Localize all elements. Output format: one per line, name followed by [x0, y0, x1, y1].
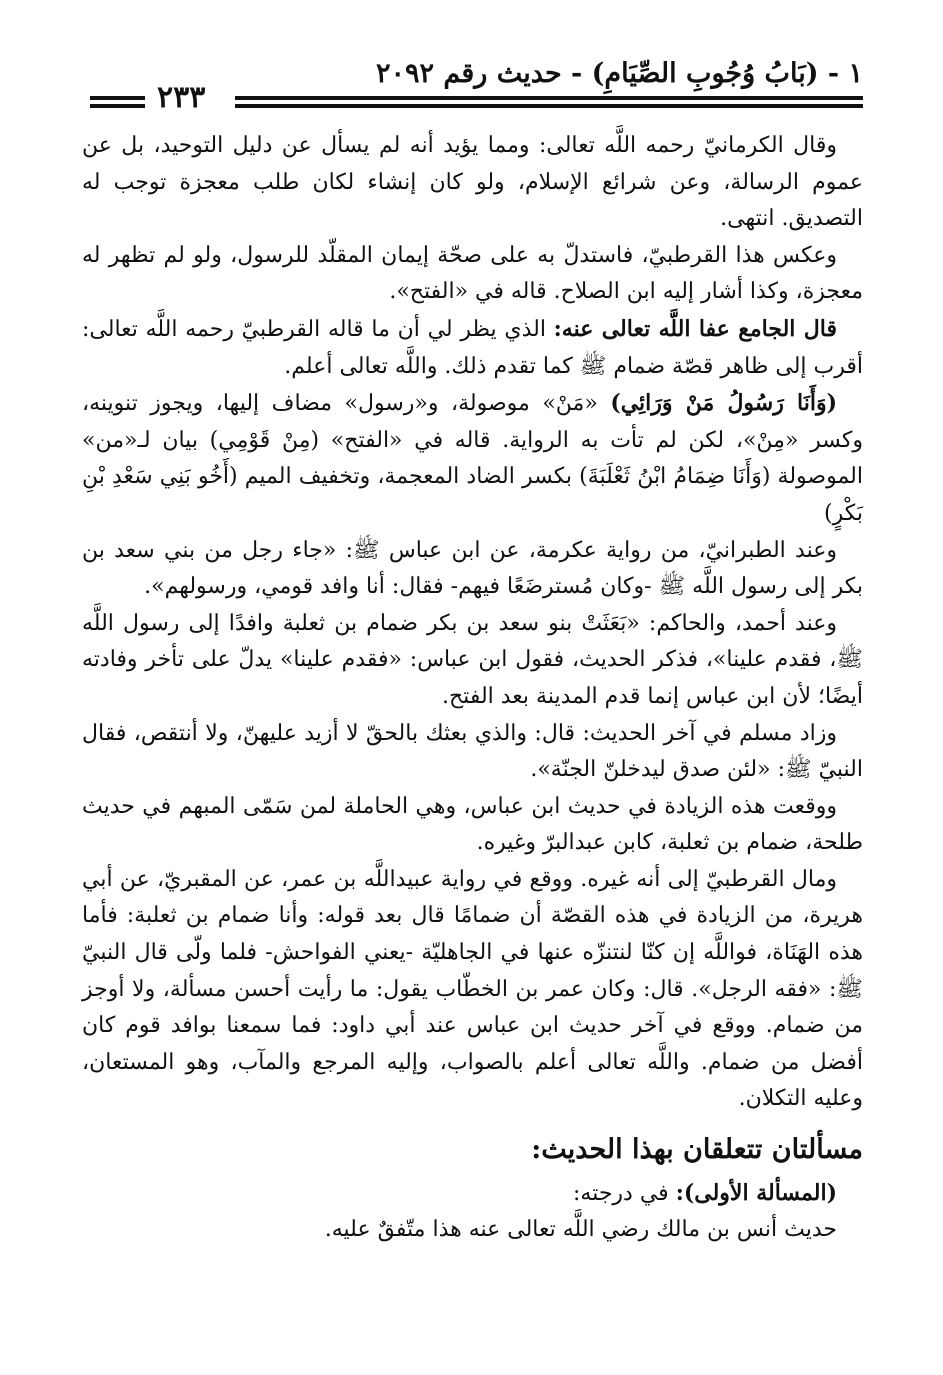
paragraph — [82, 128, 863, 238]
paragraph-text: «مَنْ» موصولة، و«رسول» مضاف إليها، ويجوز تنوينه، وكسر «مِنْ»، لكن لم تأت به الرواية. قاله في «الفتح» (مِنْ قَوْمِي) بيان لـ«من» الموصولة (وَأَنَا ضِمَامُ ابْنُ ثَعْلَبَةَ) بكسر الضاد المعجمة، وتخفيف الميم (أَخُو بَنِي سَعْدِ بْنِ بَكْرٍ) — [82, 391, 863, 526]
paragraph-text: ووقعت هذه الزيادة في حديث ابن عباس، وهي الحاملة لمن سَمّى المبهم في حديث طلحة، ضمام بن ثعلبة، كابن عبدالبرّ وغيره. — [82, 793, 863, 856]
paragraph — [82, 862, 863, 1118]
header-rule — [90, 104, 145, 108]
paragraph-lead: قال الجامع عفا اللَّه تعالى عنه: — [553, 315, 837, 342]
paragraph-lead: (وَأَنَا رَسُولُ مَنْ وَرَائِي) — [610, 390, 837, 417]
header-rule — [235, 96, 863, 100]
paragraph — [82, 238, 863, 311]
running-title: ١ - (بَابُ وُجُوبِ الصِّيَامِ) - حديث رقم ٢٠٩٢ — [376, 58, 863, 89]
issue-text: في درجته: — [572, 1180, 676, 1206]
paragraph-text: وزاد مسلم في آخر الحديث: قال: والذي بعثك بالحقّ لا أزيد عليهنّ، ولا أنتقص، فقال النبيّ ﷺ: «لئن صدق ليدخلنّ الجنّة». — [82, 720, 863, 783]
issue-heading — [82, 1175, 863, 1213]
issue-lead: (المسألة الأولى): — [675, 1179, 837, 1206]
paragraph-text: وعند الطبرانيّ، من رواية عكرمة، عن ابن عباس ﷺ: «جاء رجل من بني سعد بن بكر إلى رسول اللَّه ﷺ -وكان مُسترضَعًا فيهم- فقال: أنا وافد قومي، ورسولهم». — [82, 537, 863, 600]
paragraph — [82, 1212, 863, 1249]
paragraph-text: ومال القرطبيّ إلى أنه غيره. ووقع في رواية عبيداللَّه بن عمر، عن المقبريّ، عن أبي هريرة، من الزيادة في هذه القصّة أن ضمامًا قال بعد قوله: وأنا ضمام بن ثعلبة: فأما هذه الهَنَاة، فواللَّه إن كنّا لنتنزّه عنها في الجاهليّة -يعني الفواحش- فلما ولّى قال النبيّ ﷺ: «فقه الرجل». قال: وكان عمر بن الخطّاب يقول: ما رأيت أحسن مسألة، ولا أوجز من ضمام. ووقع في آخر حديث ابن عباس عند أبي داود: فما سمعنا بوافد قوم كان أفضل من ضمام. واللَّه تعالى أعلم بالصواب، وإليه المرجع والمآب، وهو المستعان، وعليه التكلان. — [82, 866, 864, 1112]
paragraph-text: حديث أنس بن مالك رضي اللَّه تعالى عنه هذا متّفقٌ عليه. — [324, 1217, 837, 1243]
paragraph — [82, 311, 863, 385]
paragraph — [82, 533, 863, 606]
page-body — [82, 128, 863, 1249]
header-rule — [235, 104, 863, 108]
header-rule — [90, 96, 145, 100]
paragraph-text: الذي يظر لي أن ما قاله القرطبيّ رحمه اللَّه تعالى: أقرب إلى ظاهر قصّة ضمام ﷺ كما تقدم ذلك. واللَّه تعالى أعلم. — [82, 316, 863, 379]
paragraph — [82, 789, 863, 862]
paragraph-text: وعند أحمد، والحاكم: «بَعَثَتْ بنو سعد بن بكر ضمام بن ثعلبة وافدًا إلى رسول اللَّه ﷺ، فقدم علينا»، فذكر الحديث، فقول ابن عباس: «فقدم علينا» يدلّ على تأخر وفادته أيضًا؛ لأن ابن عباس إنما قدم المدينة بعد الفتح. — [82, 610, 863, 709]
paragraph — [82, 385, 863, 532]
paragraph — [82, 716, 863, 789]
paragraph-text: وقال الكرمانيّ رحمه اللَّه تعالى: ومما يؤيد أنه لم يسأل عن دليل التوحيد، بل عن عموم الرسالة، وعن شرائع الإسلام، ولو كان إنشاء لكان طلب معجزة توجب له التصديق. انتهى. — [82, 133, 863, 232]
section-title: مسألتان تتعلقان بهذا الحديث: — [531, 1134, 863, 1166]
page-header — [85, 52, 863, 122]
paragraph-text: وعكس هذا القرطبيّ، فاستدلّ به على صحّة إيمان المقلّد للرسول، ولو لم تظهر له معجزة، وكذا أشار إليه ابن الصلاح. قاله في «الفتح». — [82, 242, 863, 305]
paragraph — [82, 606, 863, 716]
page-number: ٢٣٣ — [157, 80, 206, 115]
